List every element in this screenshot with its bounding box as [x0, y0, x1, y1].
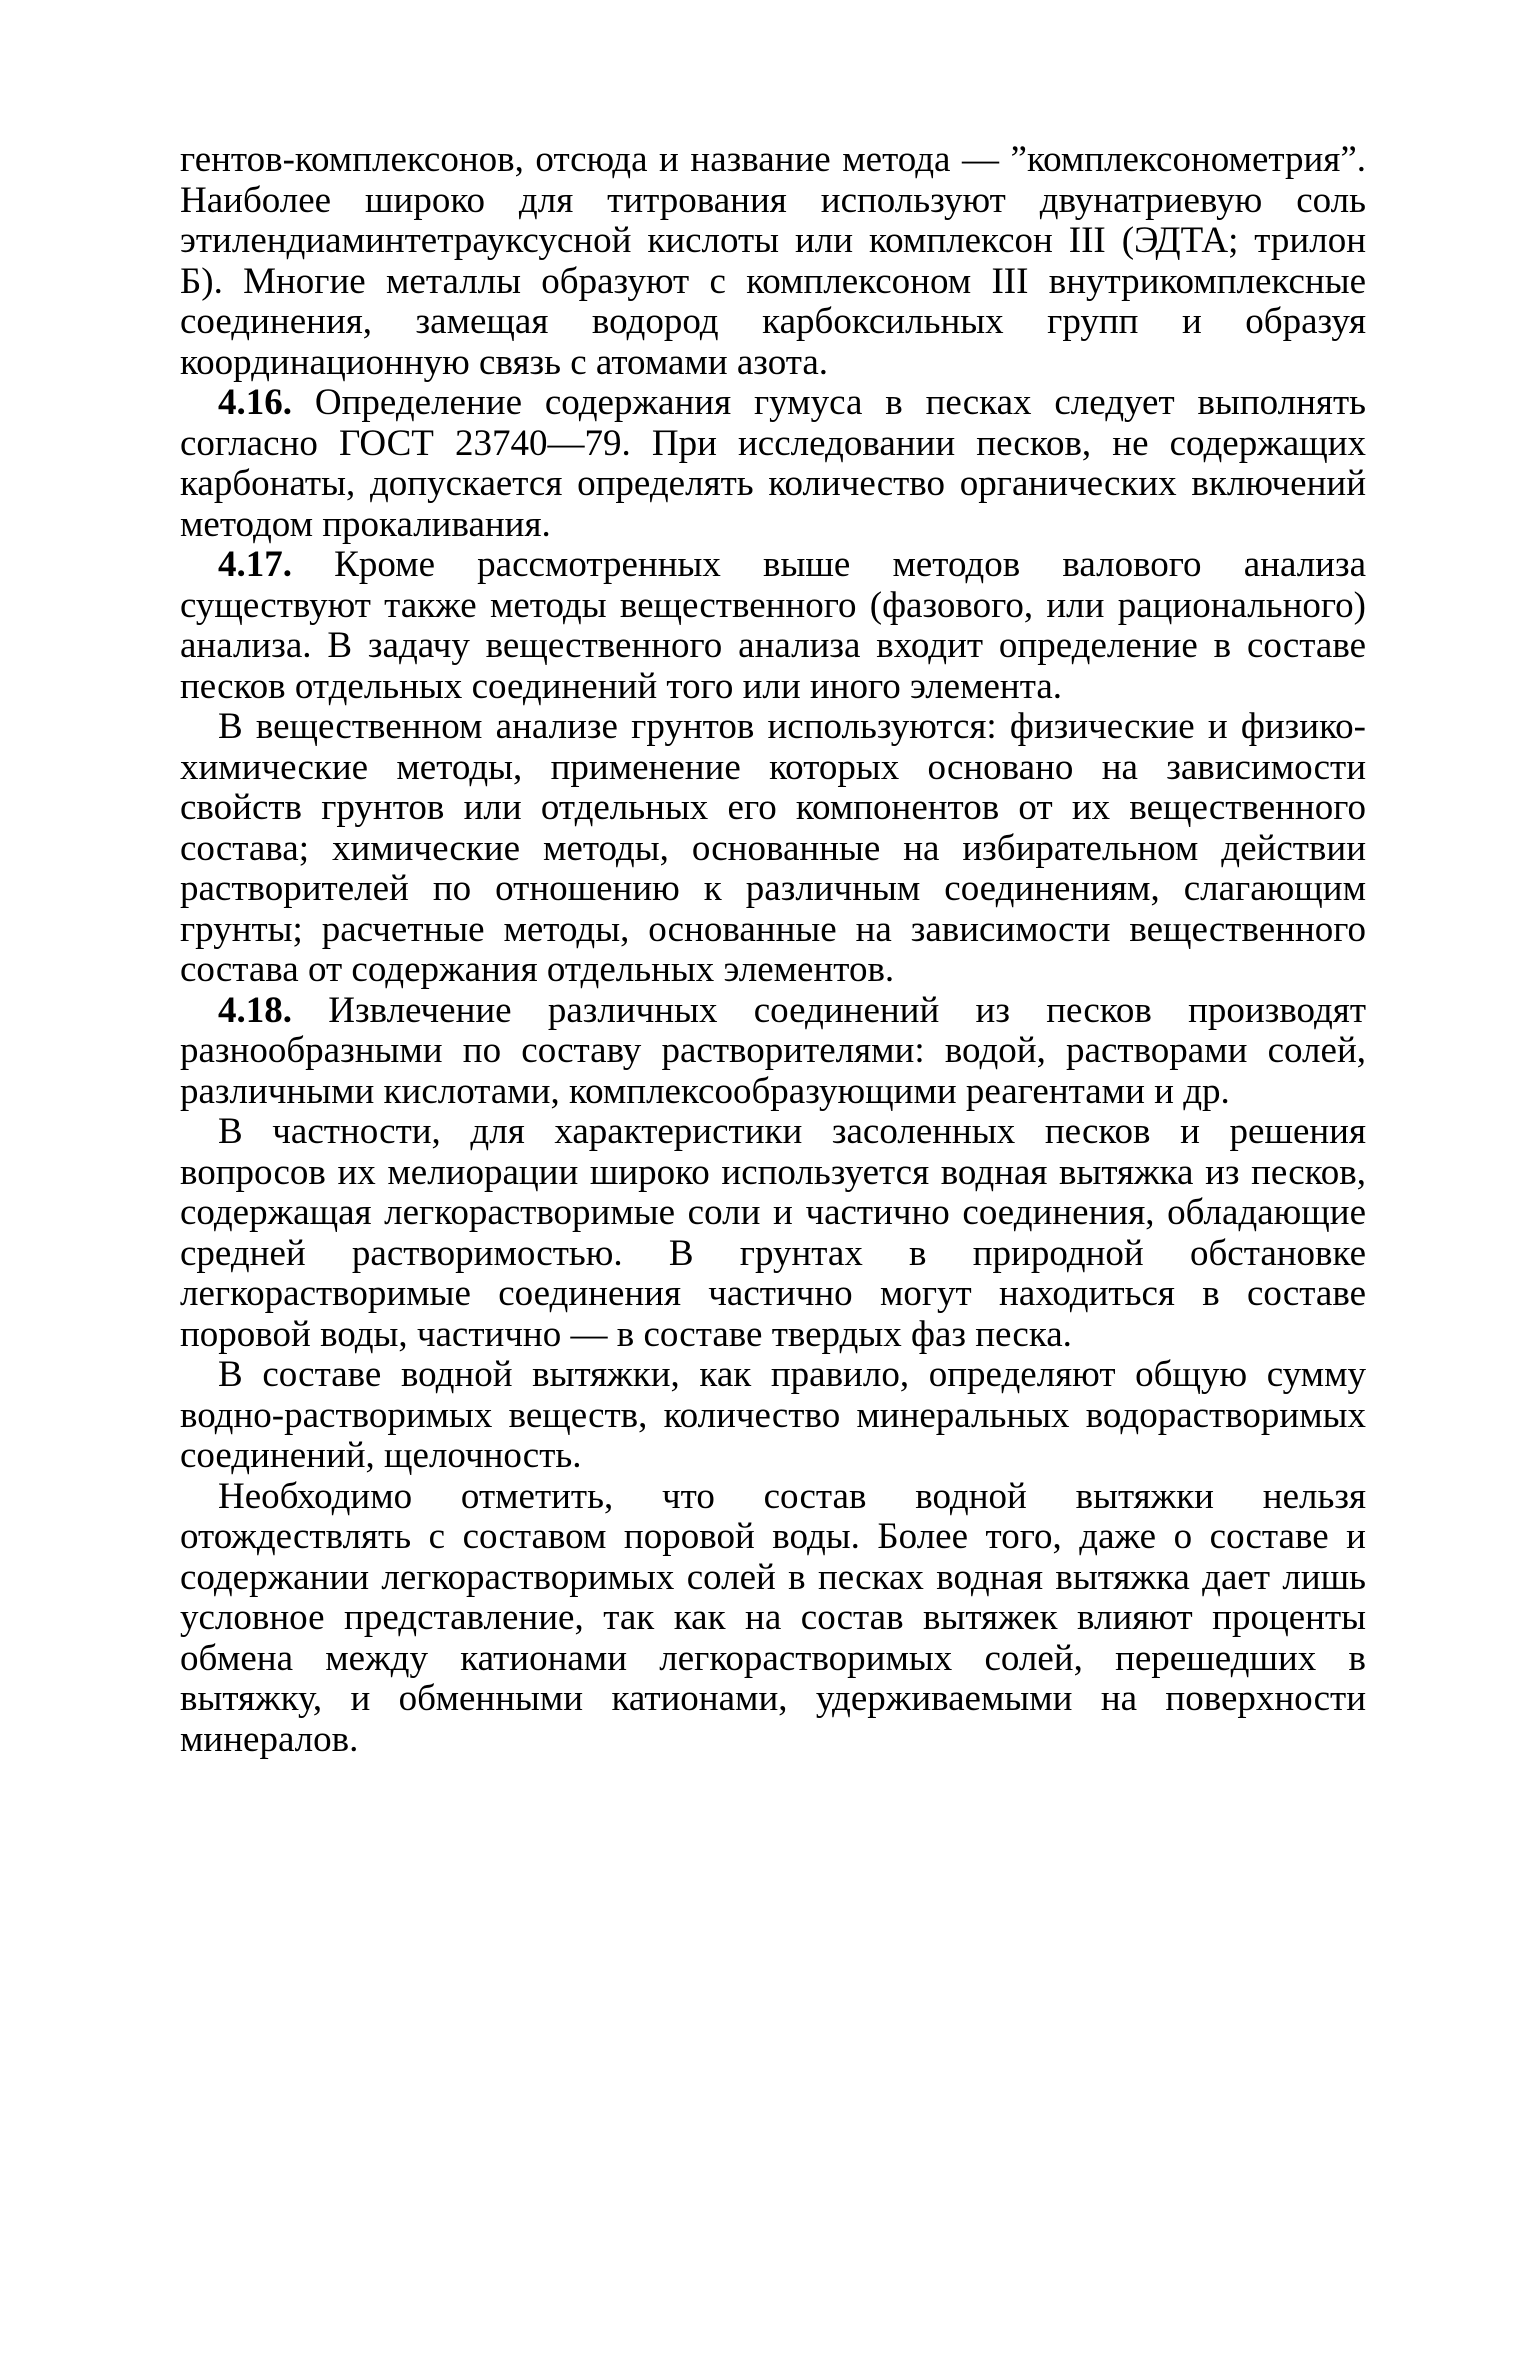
paragraph-text: Необходимо отметить, что состав водной вытяжки нельзя отождествлять с составом поровой воды. Более того, даже о составе и содержании легкорастворимых солей в песках водная вытяжка дает лишь условное представление, так как на состав вытяжек влияют проценты обмена между катионами легкорастворимых солей, перешедших в вытяжку, и обменными катионами, удерживаемыми на поверхности минералов. [180, 1475, 1366, 1760]
paragraph-8 [180, 1477, 1366, 1761]
paragraph-4-16 [180, 383, 1366, 545]
paragraph-text: Кроме рассмотренных выше методов валового анализа существуют также методы вещественного (фазового, или рационального) анализа. В задачу вещественного анализа входит определение в составе песков отдельных соединений того или иного элемента. [180, 544, 1366, 707]
paragraph-6 [180, 1112, 1366, 1355]
paragraph-text: гентов-комплексонов, отсюда и название метода — ”комплексонометрия”. Наиболее широко для титрования используют двунатриевую соль этилендиаминтетрауксусной кислоты или комплексон III (ЭДТА; трилон Б). Многие металлы образуют с комплексоном III внутрикомплексные соединения, замещая водород карбоксильных групп и образуя координационную связь с атомами азота. [180, 139, 1366, 383]
paragraph-4 [180, 707, 1366, 991]
paragraph-7 [180, 1355, 1366, 1477]
paragraph-4-18 [180, 991, 1366, 1113]
document-page [180, 140, 1366, 1760]
paragraph-text: Извлечение различных соединений из песков производят разнообразными по составу растворителями: водой, растворами солей, различными кислотами, комплексообразующими реагентами и др. [180, 989, 1366, 1112]
paragraph-text: Определение содержания гумуса в песках следует выполнять согласно ГОСТ 23740—79. При исследовании песков, не содержащих карбонаты, допускается определять количество органических включений методом прокаливания. [180, 382, 1366, 545]
section-number: 4.18. [218, 989, 292, 1031]
section-number: 4.17. [218, 544, 292, 585]
paragraph-text: В частности, для характеристики засоленных песков и решения вопросов их мелиорации широко используется водная вытяжка из песков, содержащая легкорастворимые соли и частично соединения, обладающие средней растворимостью. В грунтах в природной обстановке легкорастворимые соединения частично могут находиться в составе поровой воды, частично — в составе твердых фаз песка. [180, 1111, 1366, 1355]
paragraph-1 [180, 140, 1366, 383]
paragraph-text: В составе водной вытяжки, как правило, определяют общую сумму водно-растворимых веществ, количество минеральных водорастворимых соединений, щелочность. [180, 1354, 1366, 1476]
paragraph-4-17 [180, 545, 1366, 707]
paragraph-text: В вещественном анализе грунтов используются: физические и физико-химические методы, применение которых основано на зависимости свойств грунтов или отдельных его компонентов от их вещественного состава; химические методы, основанные на избирательном действии растворителей по отношению к различным соединениям, слагающим грунты; расчетные методы, основанные на зависимости вещественного состава от содержания отдельных элементов. [180, 706, 1366, 990]
section-number: 4.16. [218, 382, 292, 423]
